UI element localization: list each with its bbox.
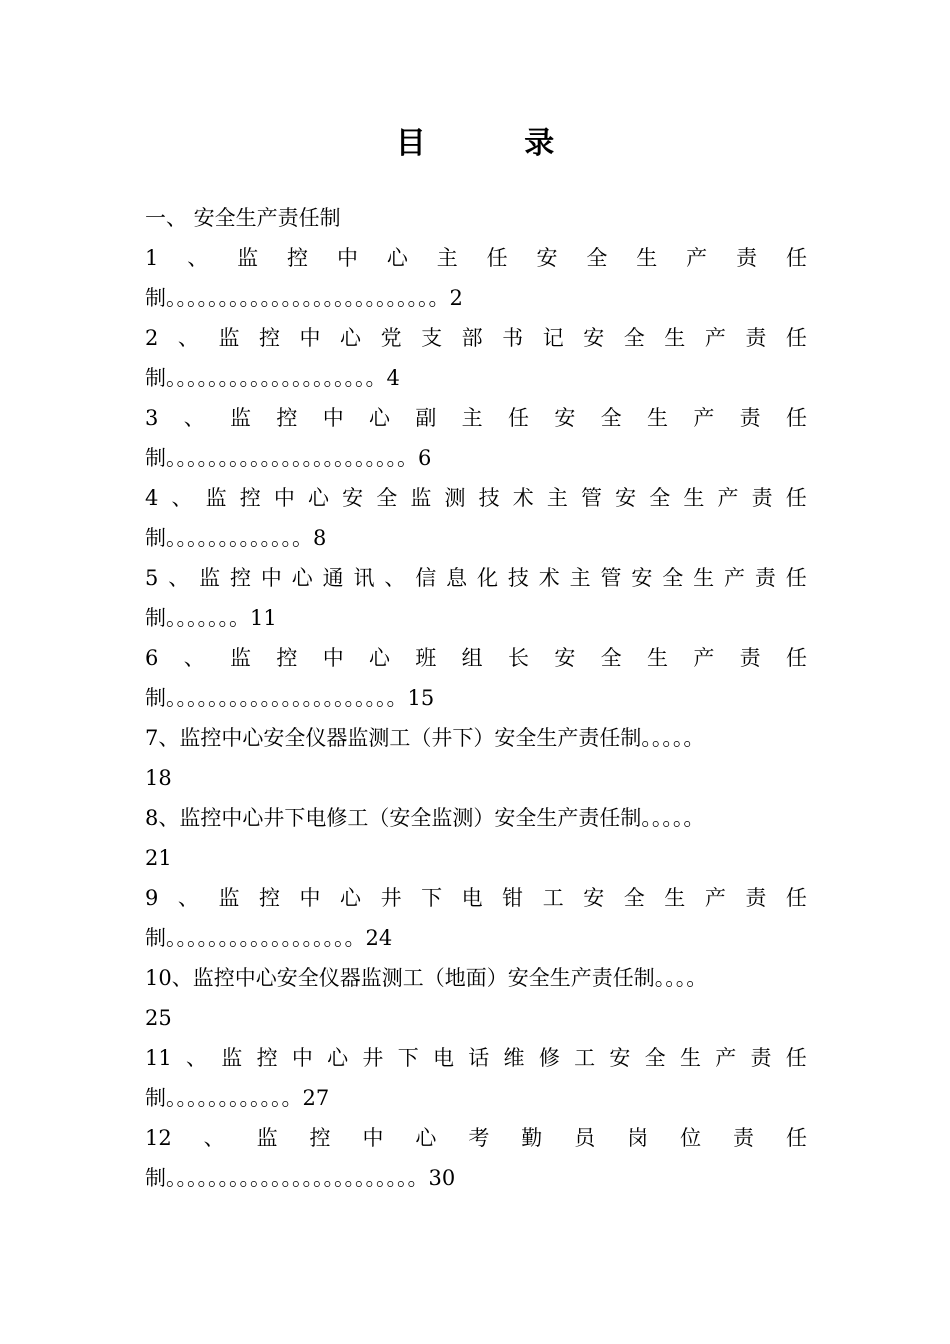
table-of-contents [145,198,807,1198]
toc-entry-4-line1[interactable]: 4 、 监 控 中 心 安 全 监 测 技 术 主 管 安 全 生 产 责 任 [145,486,807,510]
toc-entry-1-line2[interactable]: 制。。。。。。。。。。。。。。。。。。。。。。。。。。2 [145,286,463,310]
toc-entry-7-line1[interactable]: 7、监控中心安全仪器监测工（井下）安全生产责任制。。。。。 [145,726,705,750]
toc-entry-5-line2[interactable]: 制。。。。。。。11 [145,606,277,630]
toc-entry-5-line1[interactable]: 5 、 监 控 中 心 通 讯 、 信 息 化 技 术 主 管 安 全 生 产 责 任 [145,566,807,590]
toc-entry-3-line1[interactable]: 3 、 监 控 中 心 副 主 任 安 全 生 产 责 任 [145,406,807,430]
toc-entry-1-line1[interactable]: 1 、 监 控 中 心 主 任 安 全 生 产 责 任 [145,246,807,270]
toc-entry-4-line2[interactable]: 制。。。。。。。。。。。。。8 [145,526,327,550]
toc-entry-6-line2[interactable]: 制。。。。。。。。。。。。。。。。。。。。。。15 [145,686,435,710]
toc-entry-3-line2[interactable]: 制。。。。。。。。。。。。。。。。。。。。。。。6 [145,446,432,470]
toc-entry-6-line1[interactable]: 6 、 监 控 中 心 班 组 长 安 全 生 产 责 任 [145,646,807,670]
toc-entry-10-line1[interactable]: 10、监控中心安全仪器监测工（地面）安全生产责任制。。。。 [145,966,708,990]
toc-entry-8-line2[interactable]: 21 [145,846,172,870]
toc-entry-9-line2[interactable]: 制。。。。。。。。。。。。。。。。。。24 [145,926,393,950]
toc-entry-7-line2[interactable]: 18 [145,766,172,790]
toc-entry-2-line1[interactable]: 2 、 监 控 中 心 党 支 部 书 记 安 全 生 产 责 任 [145,326,807,350]
toc-entry-12-line1[interactable]: 12 、 监 控 中 心 考 勤 员 岗 位 责 任 [145,1126,807,1150]
toc-entry-12-line2[interactable]: 制。。。。。。。。。。。。。。。。。。。。。。。。30 [145,1166,456,1190]
toc-entry-10-line2[interactable]: 25 [145,1006,172,1030]
page-title: 目 录 [395,126,599,161]
toc-entry-11-line2[interactable]: 制。。。。。。。。。。。。27 [145,1086,330,1110]
toc-entry-9-line1[interactable]: 9 、 监 控 中 心 井 下 电 钳 工 安 全 生 产 责 任 [145,886,807,910]
toc-entry-11-line1[interactable]: 11 、 监 控 中 心 井 下 电 话 维 修 工 安 全 生 产 责 任 [145,1046,807,1070]
toc-entry-2-line2[interactable]: 制。。。。。。。。。。。。。。。。。。。。4 [145,366,400,390]
toc-entry-8-line1[interactable]: 8、监控中心井下电修工（安全监测）安全生产责任制。。。。。 [145,806,705,830]
toc-section-heading: 一、 安全生产责任制 [145,206,341,230]
